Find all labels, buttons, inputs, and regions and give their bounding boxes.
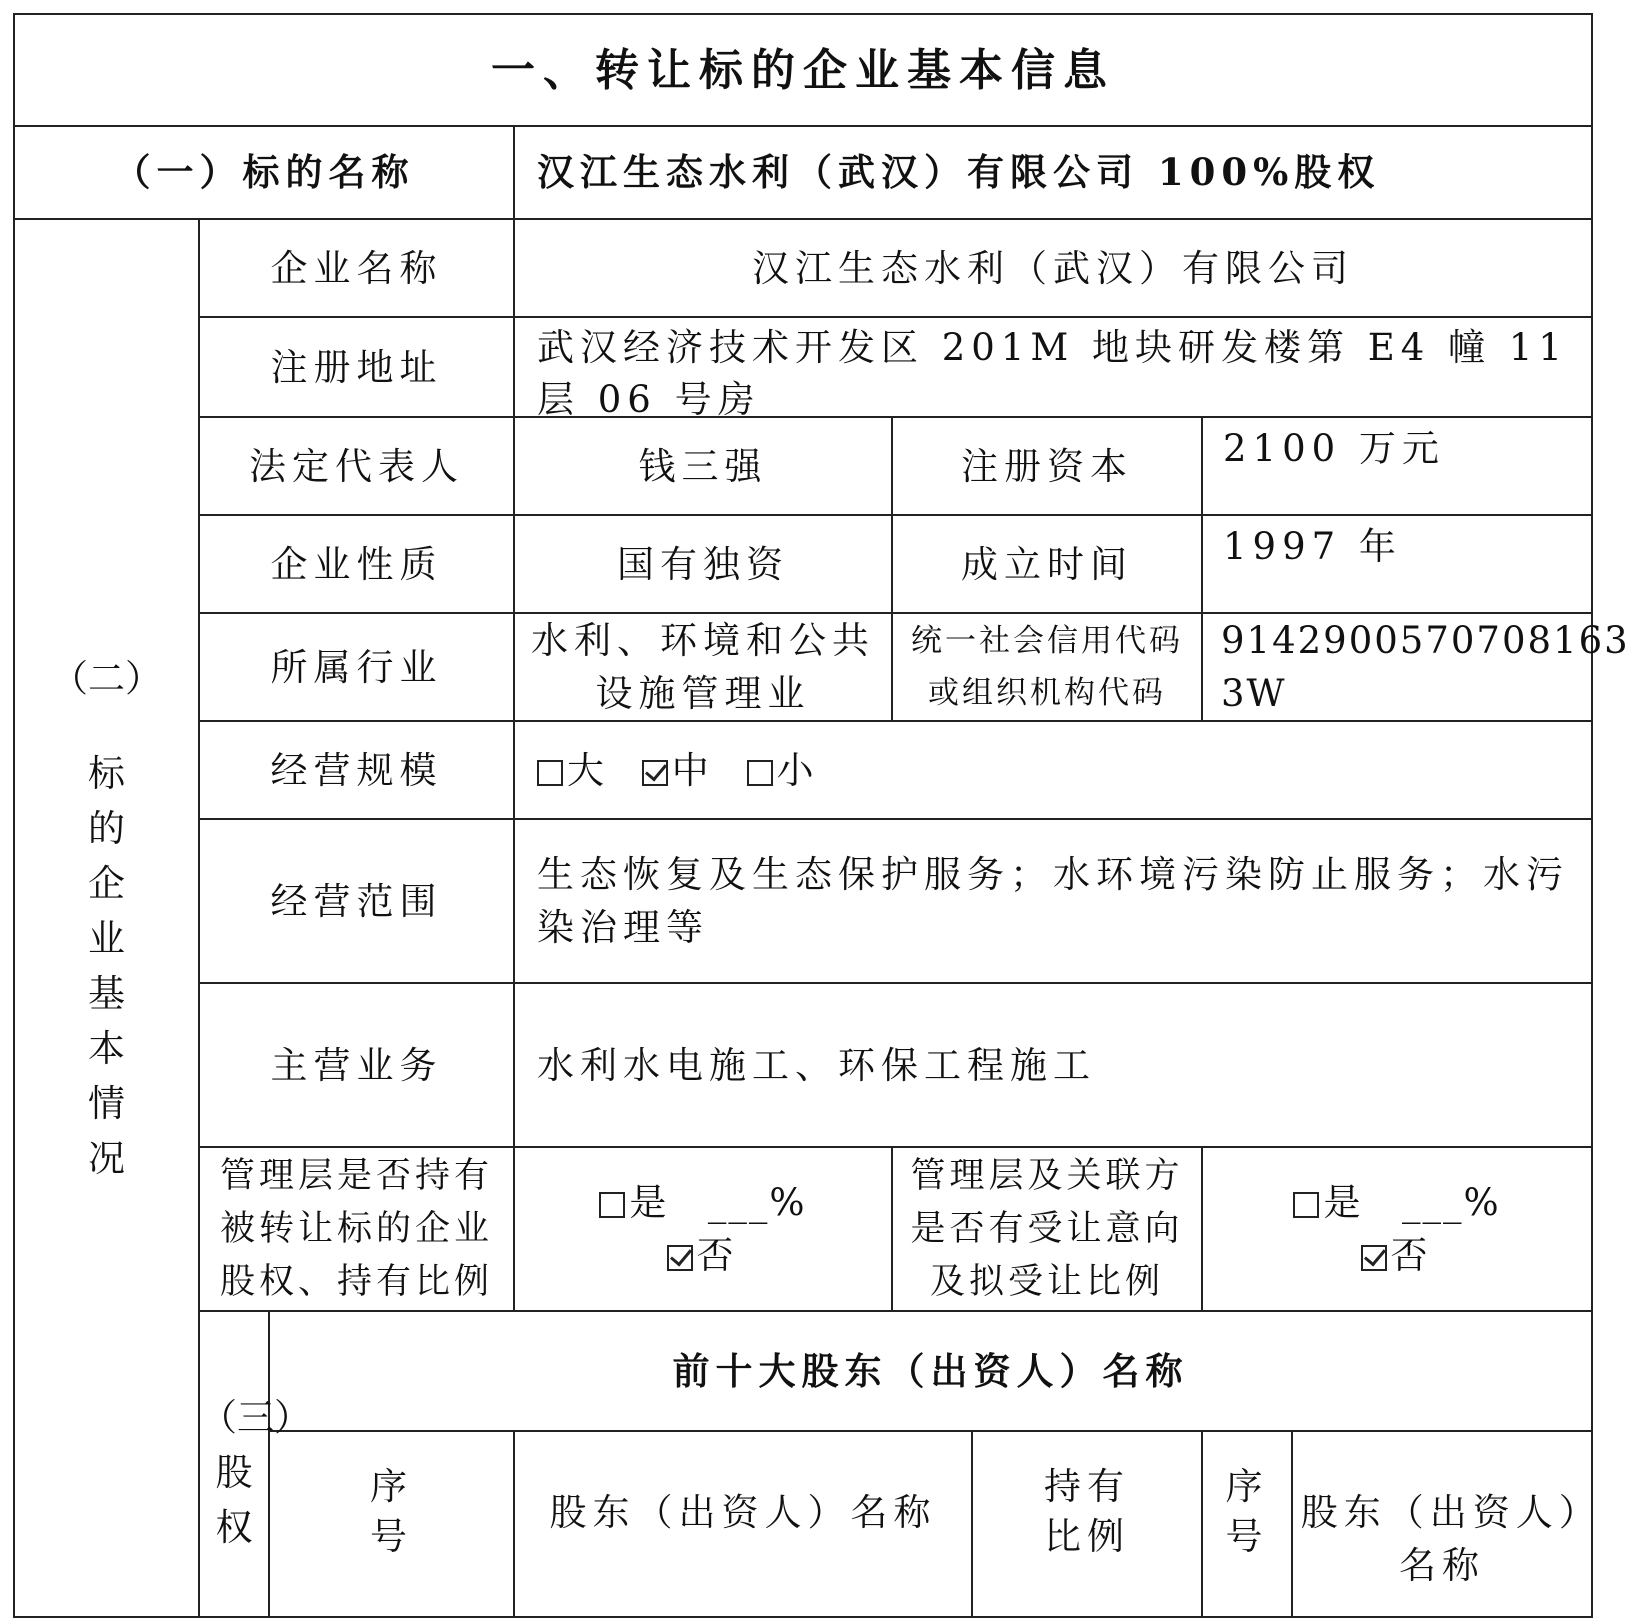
credit-code-value-line1: 9142900570708163 (1221, 619, 1630, 662)
mgmt-intent-pct: ___% (1401, 1181, 1501, 1224)
section3-char: 权 (215, 1506, 253, 1549)
section2-char: 基 (88, 971, 125, 1015)
section2-char: 本 (88, 1026, 125, 1070)
founded-value: 1997 年 (1202, 515, 1592, 613)
col-ratio-1: 持有 比例 (972, 1431, 1202, 1617)
mgmt-hold-label (199, 1147, 514, 1311)
target-name-label: （一）标的名称 (14, 126, 514, 219)
shareholders-title: 前十大股东（出资人）名称 (269, 1311, 1592, 1431)
credit-code-label-line1: 统一社会信用代码 (911, 623, 1183, 659)
mgmt-hold-options (514, 1147, 892, 1311)
credit-code-label (892, 613, 1202, 721)
mgmt-hold-pct: ___% (707, 1181, 807, 1224)
section2-char: 况 (88, 1136, 125, 1180)
section3-label (199, 1311, 311, 1617)
company-name-value: 汉江生态水利（武汉）有限公司 (514, 219, 1592, 317)
reg-address-text: 武汉经济技术开发区 201M 地块研发楼第 E4 幢 11 层 06 号房 (537, 326, 1568, 421)
mgmt-hold-yes-label: 是 (629, 1181, 673, 1224)
mgmt-hold-label-line1: 管理层是否持有 (219, 1155, 493, 1196)
mgmt-intent-label-line3: 及拟受让比例 (929, 1261, 1164, 1302)
col-name-2: 股东（出资人）名称 (1292, 1431, 1592, 1617)
mgmt-intent-no-label: 否 (1390, 1234, 1434, 1277)
mgmt-intent-label (892, 1147, 1202, 1311)
col-seq-2: 序 号 (1202, 1431, 1292, 1617)
main-business-value: 水利水电施工、环保工程施工 (514, 983, 1592, 1147)
nature-value: 国有独资 (514, 515, 892, 613)
page-title: 一、转让标的企业基本信息 (14, 14, 1592, 126)
scale-large-label: 大 (567, 748, 610, 792)
legal-rep-label: 法定代表人 (199, 417, 514, 515)
industry-value (514, 613, 892, 721)
reg-capital-label: 注册资本 (892, 417, 1202, 515)
col-name-1: 股东（出资人）名称 (514, 1431, 972, 1617)
credit-code-value (1202, 613, 1630, 721)
mgmt-intent-label-line2: 是否有受让意向 (910, 1208, 1184, 1249)
mgmt-hold-yes-checkbox[interactable] (599, 1192, 625, 1218)
section2-label-top: （二） (51, 656, 162, 700)
section2-char: 的 (88, 806, 125, 850)
credit-code-value-line2: 3W (1221, 672, 1287, 715)
scale-small-checkbox[interactable] (747, 760, 773, 786)
mgmt-hold-no-checkbox[interactable] (667, 1245, 693, 1271)
main-business-label: 主营业务 (199, 983, 514, 1147)
company-name-label: 企业名称 (199, 219, 514, 317)
mgmt-intent-no-checkbox[interactable] (1361, 1245, 1387, 1271)
scale-options (514, 721, 1592, 819)
reg-address-label: 注册地址 (199, 317, 514, 417)
scale-large-checkbox[interactable] (537, 760, 563, 786)
scope-value: 生态恢复及生态保护服务；水环境污染防止服务；水污染治理等 (514, 819, 1592, 983)
founded-label: 成立时间 (892, 515, 1202, 613)
scale-medium-label: 中 (671, 748, 715, 792)
section2-char: 情 (88, 1081, 125, 1125)
credit-code-label-line2: 或组织机构代码 (928, 675, 1166, 711)
mgmt-intent-yes-label: 是 (1323, 1181, 1367, 1224)
scope-label: 经营范围 (199, 819, 514, 983)
mgmt-intent-options (1202, 1147, 1592, 1311)
reg-address-value (514, 317, 1592, 421)
section2-char: 业 (88, 916, 125, 960)
mgmt-hold-no-label: 否 (696, 1234, 740, 1277)
industry-value-line2: 设施管理业 (595, 672, 811, 715)
mgmt-hold-label-line2: 被转让标的企业 (219, 1208, 493, 1249)
target-name-value: 汉江生态水利（武汉）有限公司 100%股权 (514, 126, 1592, 219)
section3-label-top: （三） (200, 1396, 311, 1439)
reg-capital-value: 2100 万元 (1202, 417, 1592, 515)
section2-char: 标 (88, 751, 125, 795)
enterprise-info-table (13, 13, 1630, 1618)
scale-small-label: 小 (776, 748, 820, 792)
section2-label (14, 219, 199, 1617)
section3-char: 股 (215, 1451, 253, 1494)
section2-char: 企 (88, 861, 125, 905)
mgmt-intent-yes-checkbox[interactable] (1293, 1192, 1319, 1218)
mgmt-intent-label-line1: 管理层及关联方 (910, 1155, 1184, 1196)
col-seq-1: 序 号 (269, 1431, 514, 1617)
scale-label: 经营规模 (199, 721, 514, 819)
scale-medium-checkbox[interactable] (642, 760, 668, 786)
industry-value-line1: 水利、环境和公共 (531, 619, 875, 662)
nature-label: 企业性质 (199, 515, 514, 613)
legal-rep-value: 钱三强 (514, 417, 892, 515)
mgmt-hold-label-line3: 股权、持有比例 (219, 1261, 493, 1302)
industry-label: 所属行业 (199, 613, 514, 721)
